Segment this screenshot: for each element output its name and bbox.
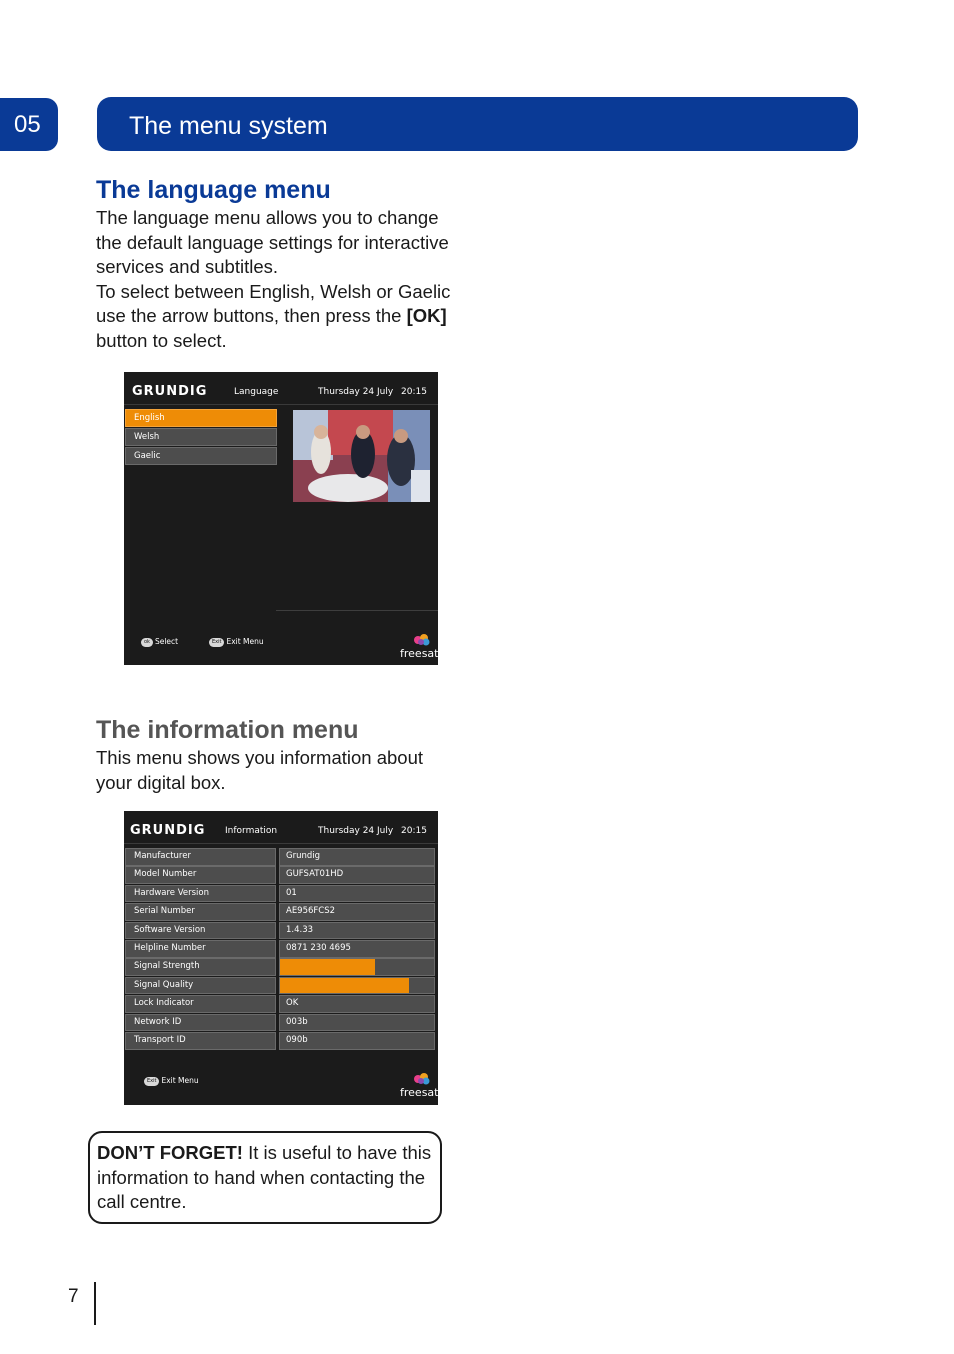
tv-preview-image bbox=[293, 410, 430, 502]
info-label: Transport ID bbox=[125, 1032, 276, 1050]
freesat-logo: freesat bbox=[400, 1086, 439, 1099]
grundig-logo: GRUNDIG bbox=[130, 823, 206, 838]
information-table bbox=[125, 848, 437, 1050]
info-label: Hardware Version bbox=[125, 885, 276, 903]
info-row bbox=[125, 1032, 437, 1050]
info-value: Grundig bbox=[279, 848, 435, 866]
screen-time: 20:15 bbox=[401, 387, 427, 397]
info-label: Serial Number bbox=[125, 903, 276, 921]
preview-divider bbox=[276, 610, 438, 611]
ok-key-icon: ok bbox=[141, 638, 153, 647]
info-row bbox=[125, 940, 437, 958]
signal-meter bbox=[279, 977, 435, 995]
info-value: GUFSAT01HD bbox=[279, 866, 435, 884]
info-row bbox=[125, 848, 437, 866]
exit-key-icon: Exit bbox=[209, 638, 224, 647]
freesat-logo: freesat bbox=[400, 647, 439, 660]
information-menu-heading: The information menu bbox=[96, 716, 359, 744]
screen-date: Thursday 24 July bbox=[318, 387, 394, 397]
exit-hint-label: Exit Menu bbox=[226, 637, 264, 646]
screen-date: Thursday 24 July bbox=[318, 826, 394, 836]
page-number: 7 bbox=[68, 1286, 79, 1307]
signal-meter-fill bbox=[280, 959, 375, 975]
info-label: Software Version bbox=[125, 922, 276, 940]
signal-meter bbox=[279, 958, 435, 976]
language-menu-screen bbox=[124, 372, 438, 665]
freesat-swirl-icon bbox=[413, 634, 431, 646]
select-hint-label: Select bbox=[154, 637, 179, 646]
select-hint bbox=[141, 637, 178, 647]
language-menu-heading: The language menu bbox=[96, 176, 331, 204]
note-emphasis: DON’T FORGET! bbox=[97, 1142, 243, 1163]
language-paragraph-2a: To select between English, Welsh or Gaelic use the arrow buttons, then press the bbox=[96, 280, 451, 326]
language-option-2[interactable]: Gaelic bbox=[125, 447, 277, 465]
language-option-1[interactable]: Welsh bbox=[125, 428, 277, 446]
info-row bbox=[125, 995, 437, 1013]
chapter-title-bar bbox=[97, 97, 858, 151]
info-label: Signal Strength bbox=[125, 958, 276, 976]
info-value: 003b bbox=[279, 1014, 435, 1032]
exit-hint bbox=[209, 637, 264, 647]
language-paragraph-2b: button to select. bbox=[96, 329, 227, 351]
signal-meter-fill bbox=[280, 978, 409, 994]
screen-header bbox=[124, 372, 438, 405]
language-option-0[interactable]: English bbox=[125, 409, 277, 427]
info-value: 01 bbox=[279, 885, 435, 903]
screen-menu-name: Information bbox=[225, 826, 278, 836]
info-label: Network ID bbox=[125, 1014, 276, 1032]
chapter-number-tab: 05 bbox=[0, 98, 58, 151]
chapter-title: The menu system bbox=[129, 112, 328, 140]
info-label: Signal Quality bbox=[125, 977, 276, 995]
ok-button-reference: [OK] bbox=[406, 305, 447, 326]
info-label: Model Number bbox=[125, 866, 276, 884]
page-number-rule bbox=[94, 1282, 96, 1325]
info-row bbox=[125, 958, 437, 976]
note-text: It is useful to have this information to hand when contacting the call centre. bbox=[97, 1142, 432, 1212]
info-value: AE956FCS2 bbox=[279, 903, 435, 921]
info-row bbox=[125, 866, 437, 884]
information-menu-screen bbox=[124, 811, 438, 1105]
info-row bbox=[125, 885, 437, 903]
info-label: Manufacturer bbox=[125, 848, 276, 866]
exit-hint bbox=[144, 1076, 199, 1086]
info-label: Lock Indicator bbox=[125, 995, 276, 1013]
screen-time: 20:15 bbox=[401, 826, 427, 836]
info-value: OK bbox=[279, 995, 435, 1013]
preview-scene bbox=[293, 410, 430, 502]
language-menu-description bbox=[96, 206, 466, 353]
info-value: 090b bbox=[279, 1032, 435, 1050]
screen-header bbox=[124, 811, 438, 844]
info-row bbox=[125, 1014, 437, 1032]
screen-menu-name: Language bbox=[234, 387, 279, 397]
info-row bbox=[125, 977, 437, 995]
information-menu-description: This menu shows you information about your digital box. bbox=[96, 747, 424, 793]
freesat-swirl-icon bbox=[413, 1073, 431, 1085]
language-paragraph-1: The language menu allows you to change the default language settings for interactive services and subtitles. bbox=[96, 207, 449, 277]
info-value: 1.4.33 bbox=[279, 922, 435, 940]
grundig-logo: GRUNDIG bbox=[132, 384, 208, 399]
info-row bbox=[125, 922, 437, 940]
dont-forget-note bbox=[88, 1131, 442, 1224]
exit-hint-label: Exit Menu bbox=[161, 1076, 199, 1085]
language-list bbox=[125, 409, 277, 466]
info-label: Helpline Number bbox=[125, 940, 276, 958]
exit-key-icon: Exit bbox=[144, 1077, 159, 1086]
info-row bbox=[125, 903, 437, 921]
info-value: 0871 230 4695 bbox=[279, 940, 435, 958]
